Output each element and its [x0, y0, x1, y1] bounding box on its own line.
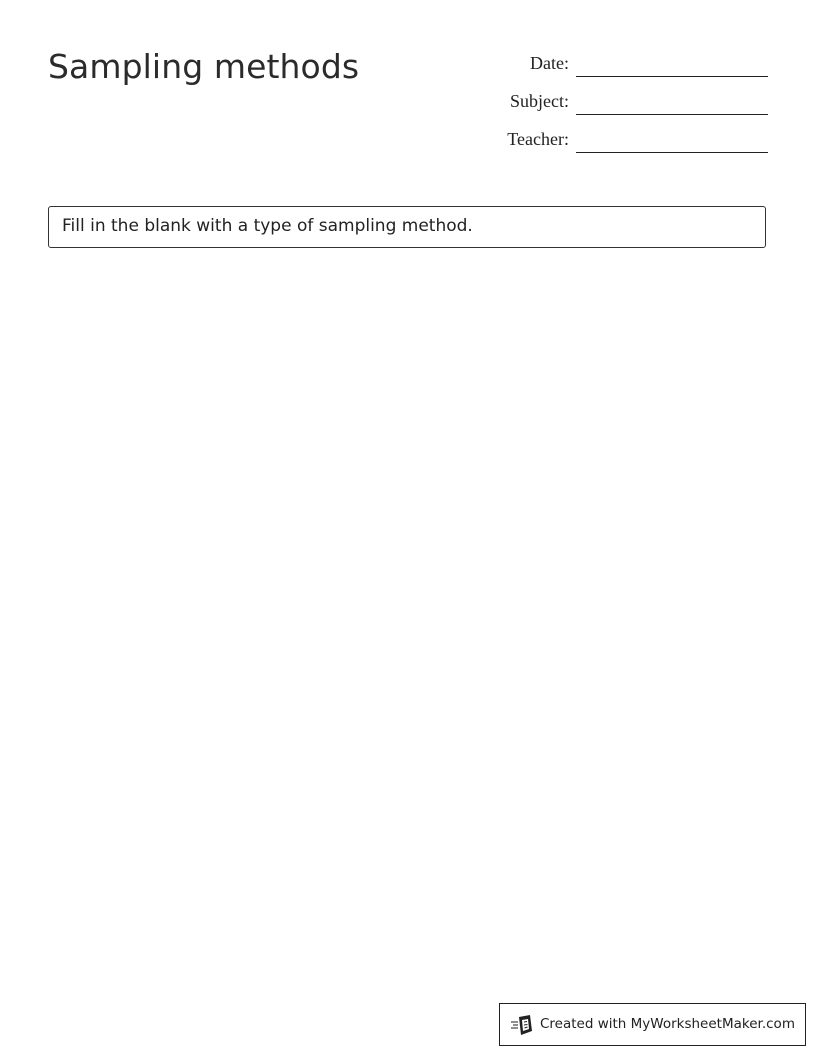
- header-fields: [470, 50, 768, 164]
- instruction-box: [48, 206, 766, 248]
- subject-label: Subject:: [510, 91, 569, 111]
- date-blank-line[interactable]: [576, 76, 768, 77]
- subject-blank-line[interactable]: [576, 114, 768, 115]
- worksheet-maker-logo-icon: [510, 1014, 534, 1036]
- teacher-blank-line[interactable]: [576, 152, 768, 153]
- teacher-label: Teacher:: [507, 129, 569, 149]
- date-label: Date:: [530, 53, 569, 73]
- worksheet-title: Sampling methods: [48, 47, 360, 86]
- date-field: [470, 50, 768, 88]
- instruction-text: Fill in the blank with a type of sampling method.: [62, 216, 473, 236]
- footer-badge[interactable]: [499, 1003, 806, 1046]
- subject-field: [470, 88, 768, 126]
- footer-credit-text: Created with MyWorksheetMaker.com: [540, 1016, 795, 1032]
- teacher-field: [470, 126, 768, 164]
